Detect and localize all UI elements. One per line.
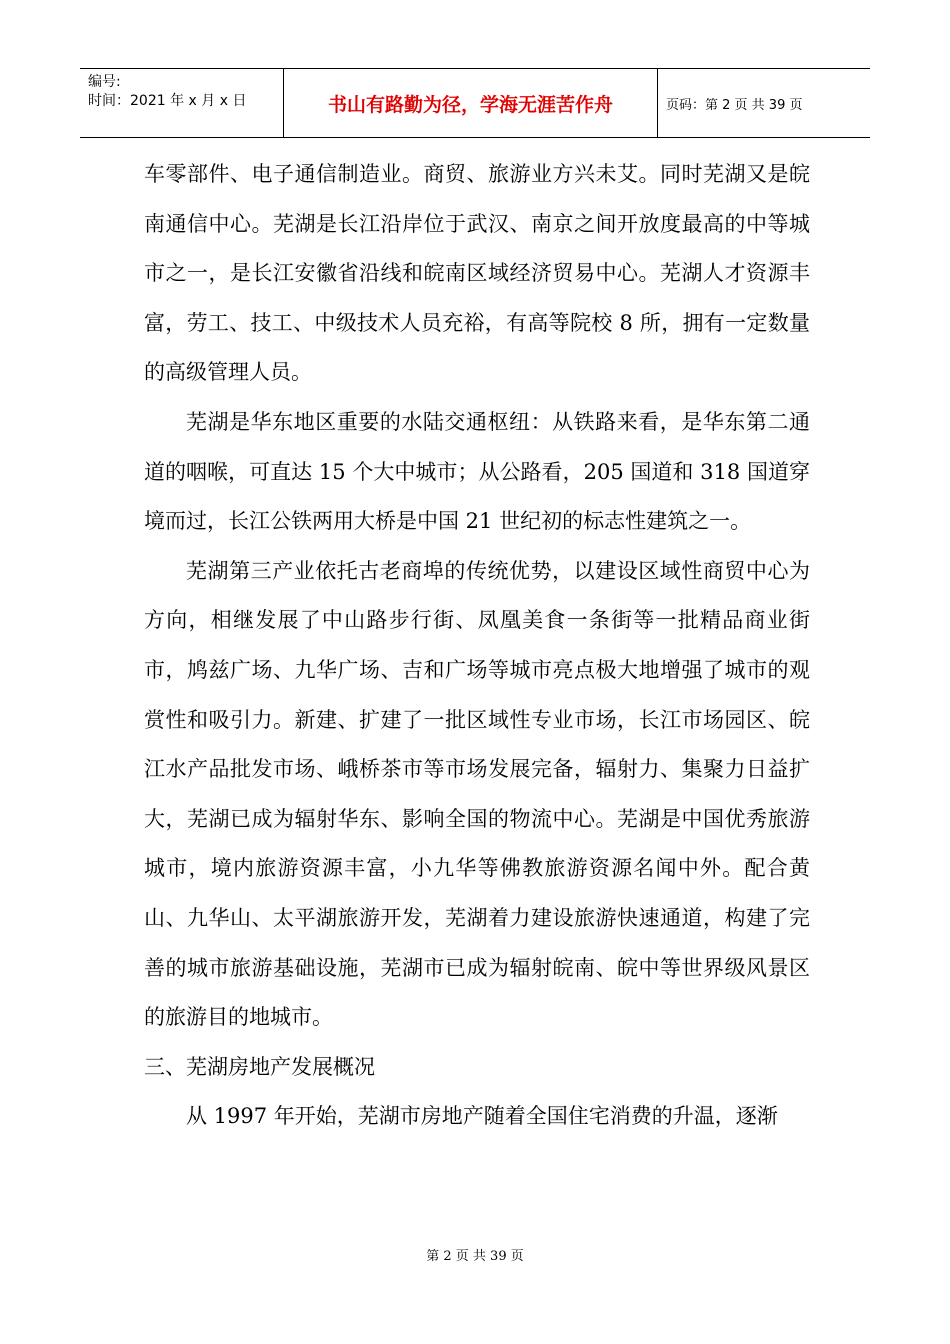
section-heading: 三、芜湖房地产发展概况 [144,1054,375,1079]
header-page-info: 页码：第 2 页 共 39 页 [666,97,803,113]
date-label: 时间：2021 年 x 月 x 日 [88,93,247,109]
page-footer: 第 2 页 共 39 页 [426,1249,524,1264]
header-motto: 书山有路勤为径，学海无涯苦作舟 [284,69,658,137]
document-body [144,150,810,1142]
page-header [80,68,870,138]
paragraph-real-estate: 从 1997 年开始，芜湖市房地产随着全国住宅消费的升温，逐渐 [186,1104,778,1129]
serial-number-label: 编号: [88,74,121,90]
header-meta-cell [80,69,284,137]
paragraph-continuation: 车零部件、电子通信制造业。商贸、旅游业方兴未艾。同时芜湖又是皖南通信中心。芜湖是长江沿岸位于武汉、南京之间开放度最高的中等城市之一，是长江安徽省沿线和皖南区域经济贸易中心。芜湖人才资源丰富，劳工、技工、中级技术人员充裕，有高等院校 8 所，拥有一定数量的高级管理人员。 [144,162,810,385]
paragraph-tertiary-industry: 芜湖第三产业依托古老商埠的传统优势，以建设区域性商贸中心为方向，相继发展了中山路步行街、凤凰美食一条街等一批精品商业街市，鸠兹广场、九华广场、吉和广场等城市亮点极大地增强了城市的观赏性和吸引力。新建、扩建了一批区域性专业市场，长江市场园区、皖江水产品批发市场、峨桥茶市等市场发展完备，辐射力、集聚力日益扩大，芜湖已成为辐射华东、影响全国的物流中心。芜湖是中国优秀旅游城市，境内旅游资源丰富，小九华等佛教旅游资源名闻中外。配合黄山、九华山、太平湖旅游开发，芜湖着力建设旅游快速通道，构建了完善的城市旅游基础设施，芜湖市已成为辐射皖南、皖中等世界级风景区的旅游目的地城市。 [144,558,810,1030]
paragraph-transport: 芜湖是华东地区重要的水陆交通枢纽：从铁路来看，是华东第二通道的咽喉，可直达 15 个大中城市；从公路看，205 国道和 318 国道穿境而过，长江公铁两用大桥是中国 21 世纪初的标志性建筑之一。 [144,409,810,534]
